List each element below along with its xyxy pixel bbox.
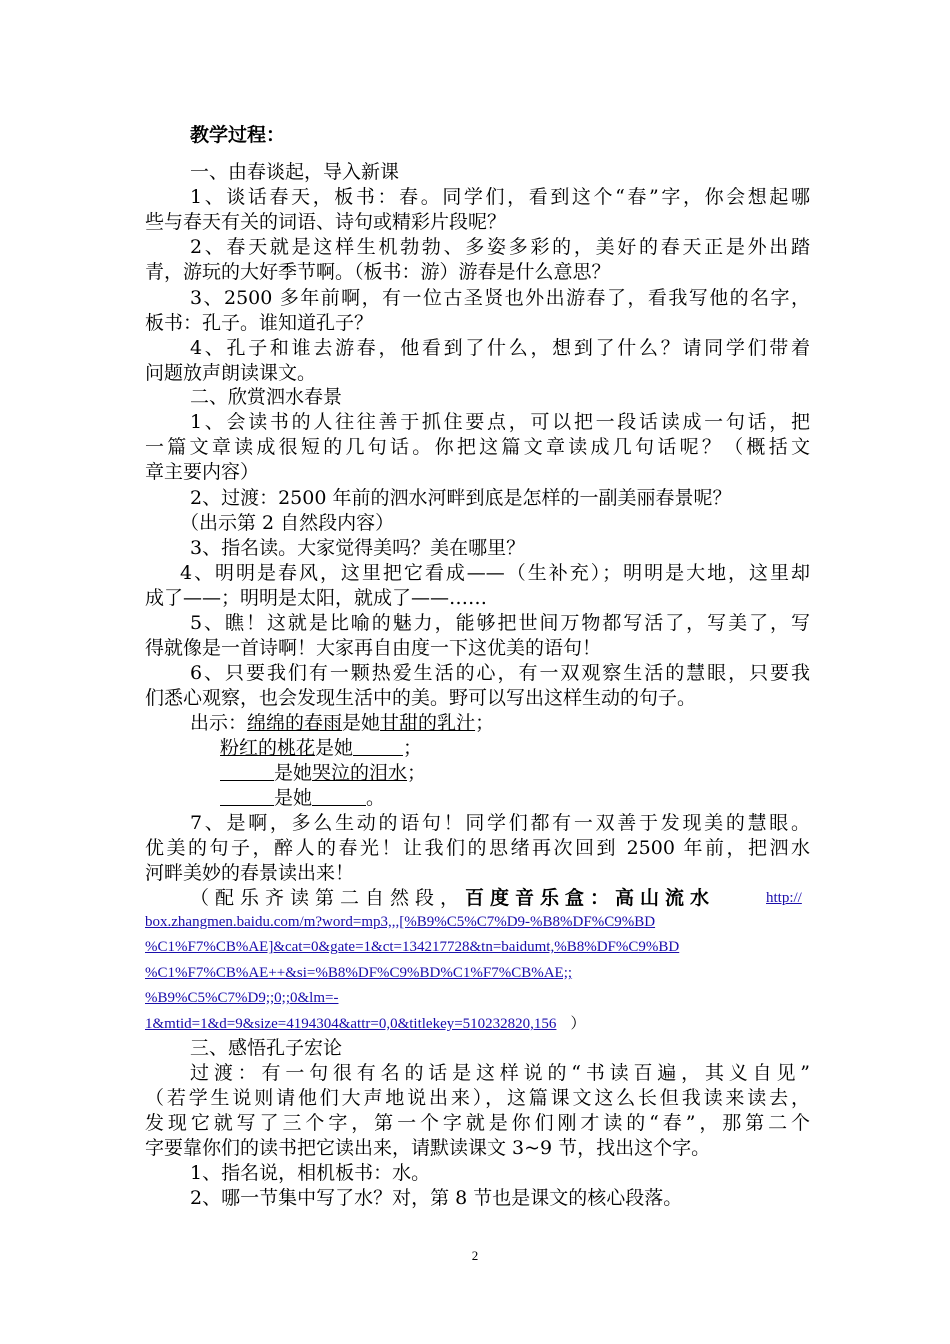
paragraph-line: 字要靠你们的读书把它读出来，请默读课文 3~9 节，找出这个字。 [145,1137,711,1159]
fill-blank [220,762,274,781]
example-label: 出示： [190,712,248,734]
example-line [220,761,885,786]
paragraph-line: 4、明明是春风，这里把它看成——（生补充）；明明是大地，这里却 [180,562,810,584]
underlined-phrase: 甘甜的乳汁 [380,712,476,734]
paragraph-line: 7、是啊，多么生动的语句！同学们都有一双善于发现美的慧眼。 [190,812,810,834]
music-link-end [145,1012,585,1034]
example-text: ； [475,712,495,734]
section-title-2: 二、欣赏泗水春景 [190,386,343,408]
example-line [190,711,855,736]
paragraph-line: 2、哪一节集中写了水？对，第 8 节也是课文的核心段落。 [190,1187,683,1209]
underlined-phrase: 绵绵的春雨 [247,712,343,734]
paragraph-line: 成了——；明明是太阳，就成了——…… [145,587,488,609]
section-heading: 教学过程： [190,124,286,146]
paragraph-line: 一篇文章读成很短的几句话。你把这篇文章读成几句话呢？（概括文 [145,436,810,458]
paragraph-line: 6、只要我们有一颗热爱生活的心，有一双观察生活的慧眼，只要我 [190,662,810,684]
paragraph-line: 青，游玩的大好季节啊。（板书：游）游春是什么意思？ [145,261,611,283]
section-title-3: 三、感悟孔子宏论 [190,1037,343,1059]
paragraph-line: （出示第 2 自然段内容） [180,512,395,534]
paragraph-line: 问题放声朗读课文。 [145,362,317,384]
paragraph-line: 板书：孔子。谁知道孔子？ [145,312,374,334]
paragraph-line: 1、会读书的人往往善于抓住要点，可以把一段话读成一句话，把 [190,411,810,433]
paragraph-line: 过渡：有一句很有名的话是这样说的“书读百遍，其义自见” [190,1062,810,1084]
example-text: 。 [366,787,386,809]
music-line [190,886,810,911]
paragraph-line: 1、谈话春天，板书：春。同学们，看到这个“春”字，你会想起哪 [190,186,810,208]
fill-blank [312,787,366,806]
fill-blank [353,737,403,756]
paragraph-line: 3、2500 多年前啊，有一位古圣贤也外出游春了，看我写他的名字， [190,287,810,309]
paragraph-line: 得就像是一首诗啊！大家再自由度一下这优美的语句！ [145,637,602,659]
music-link[interactable]: http:// [766,890,802,906]
music-link[interactable]: 1&mtid=1&d=9&size=4194304&attr=0,0&titlekey=510232820,156 [145,1016,557,1032]
music-link[interactable]: %B9%C5%C7%D9;;0;;0&lm=- [145,990,339,1006]
music-title: 百度音乐盒：高山流水 [465,887,716,909]
example-line [220,786,885,811]
fill-blank [220,787,274,806]
example-text: 是她 [274,787,313,809]
paragraph-line: 发现它就写了三个字，第一个字就是你们刚才读的“春”，那第二个 [145,1112,810,1134]
paragraph-line: 章主要内容） [145,461,260,483]
music-link[interactable]: box.zhangmen.baidu.com/m?word=mp3,,,[%B9%C5%C7%D9-%B8%DF%C9%BD [145,914,656,930]
paragraph-line: 1、指名说，相机板书：水。 [190,1162,431,1184]
paragraph-line: 5、瞧！这就是比喻的魅力，能够把世间万物都写活了，写美了，写 [190,612,810,634]
paragraph-line: （若学生说则请他们大声地说出来），这篇课文这么长但我读来读去， [145,1087,810,1109]
example-text: 是她 [342,712,381,734]
example-text: ； [407,762,427,784]
paragraph-line: 河畔美妙的春景读出来！ [145,862,355,884]
music-link[interactable]: %C1%F7%CB%AE++&si=%B8%DF%C9%BD%C1%F7%CB%AE;; [145,965,573,981]
music-link[interactable]: %C1%F7%CB%AE]&cat=0&gate=1&ct=134217728&tn=baidumt,%B8%DF%C9%BD [145,939,680,955]
example-line [220,736,885,761]
paragraph-line: 4、孔子和谁去游春，他看到了什么，想到了什么？请同学们带着 [190,337,810,359]
music-suffix: ） [570,1014,586,1032]
underlined-phrase: 粉红的桃花 [220,737,316,759]
paragraph-line: 2、春天就是这样生机勃勃、多姿多彩的，美好的春天正是外出踏 [190,236,810,258]
paragraph-line: 们悉心观察，也会发现生活中的美。野可以写出这样生动的句子。 [145,687,697,709]
paragraph-line: 2、过渡：2500 年前的泗水河畔到底是怎样的一副美丽春景呢？ [190,487,732,509]
section-title-1: 一、由春谈起，导入新课 [190,161,400,183]
paragraph-line: 优美的句子，醉人的春光！让我们的思绪再次回到 2500 年前，把泗水 [145,837,810,859]
music-prefix: （配乐齐读第二自然段， [190,887,466,909]
paragraph-line: 3、指名读。大家觉得美吗？美在哪里？ [190,537,526,559]
paragraph-line: 些与春天有关的词语、诗句或精彩片段呢？ [145,211,507,233]
page-number: 2 [471,1248,479,1263]
example-text: 是她 [274,762,313,784]
underlined-phrase: 哭泣的泪水 [312,762,408,784]
example-text: ； [403,737,423,759]
example-text: 是她 [315,737,354,759]
